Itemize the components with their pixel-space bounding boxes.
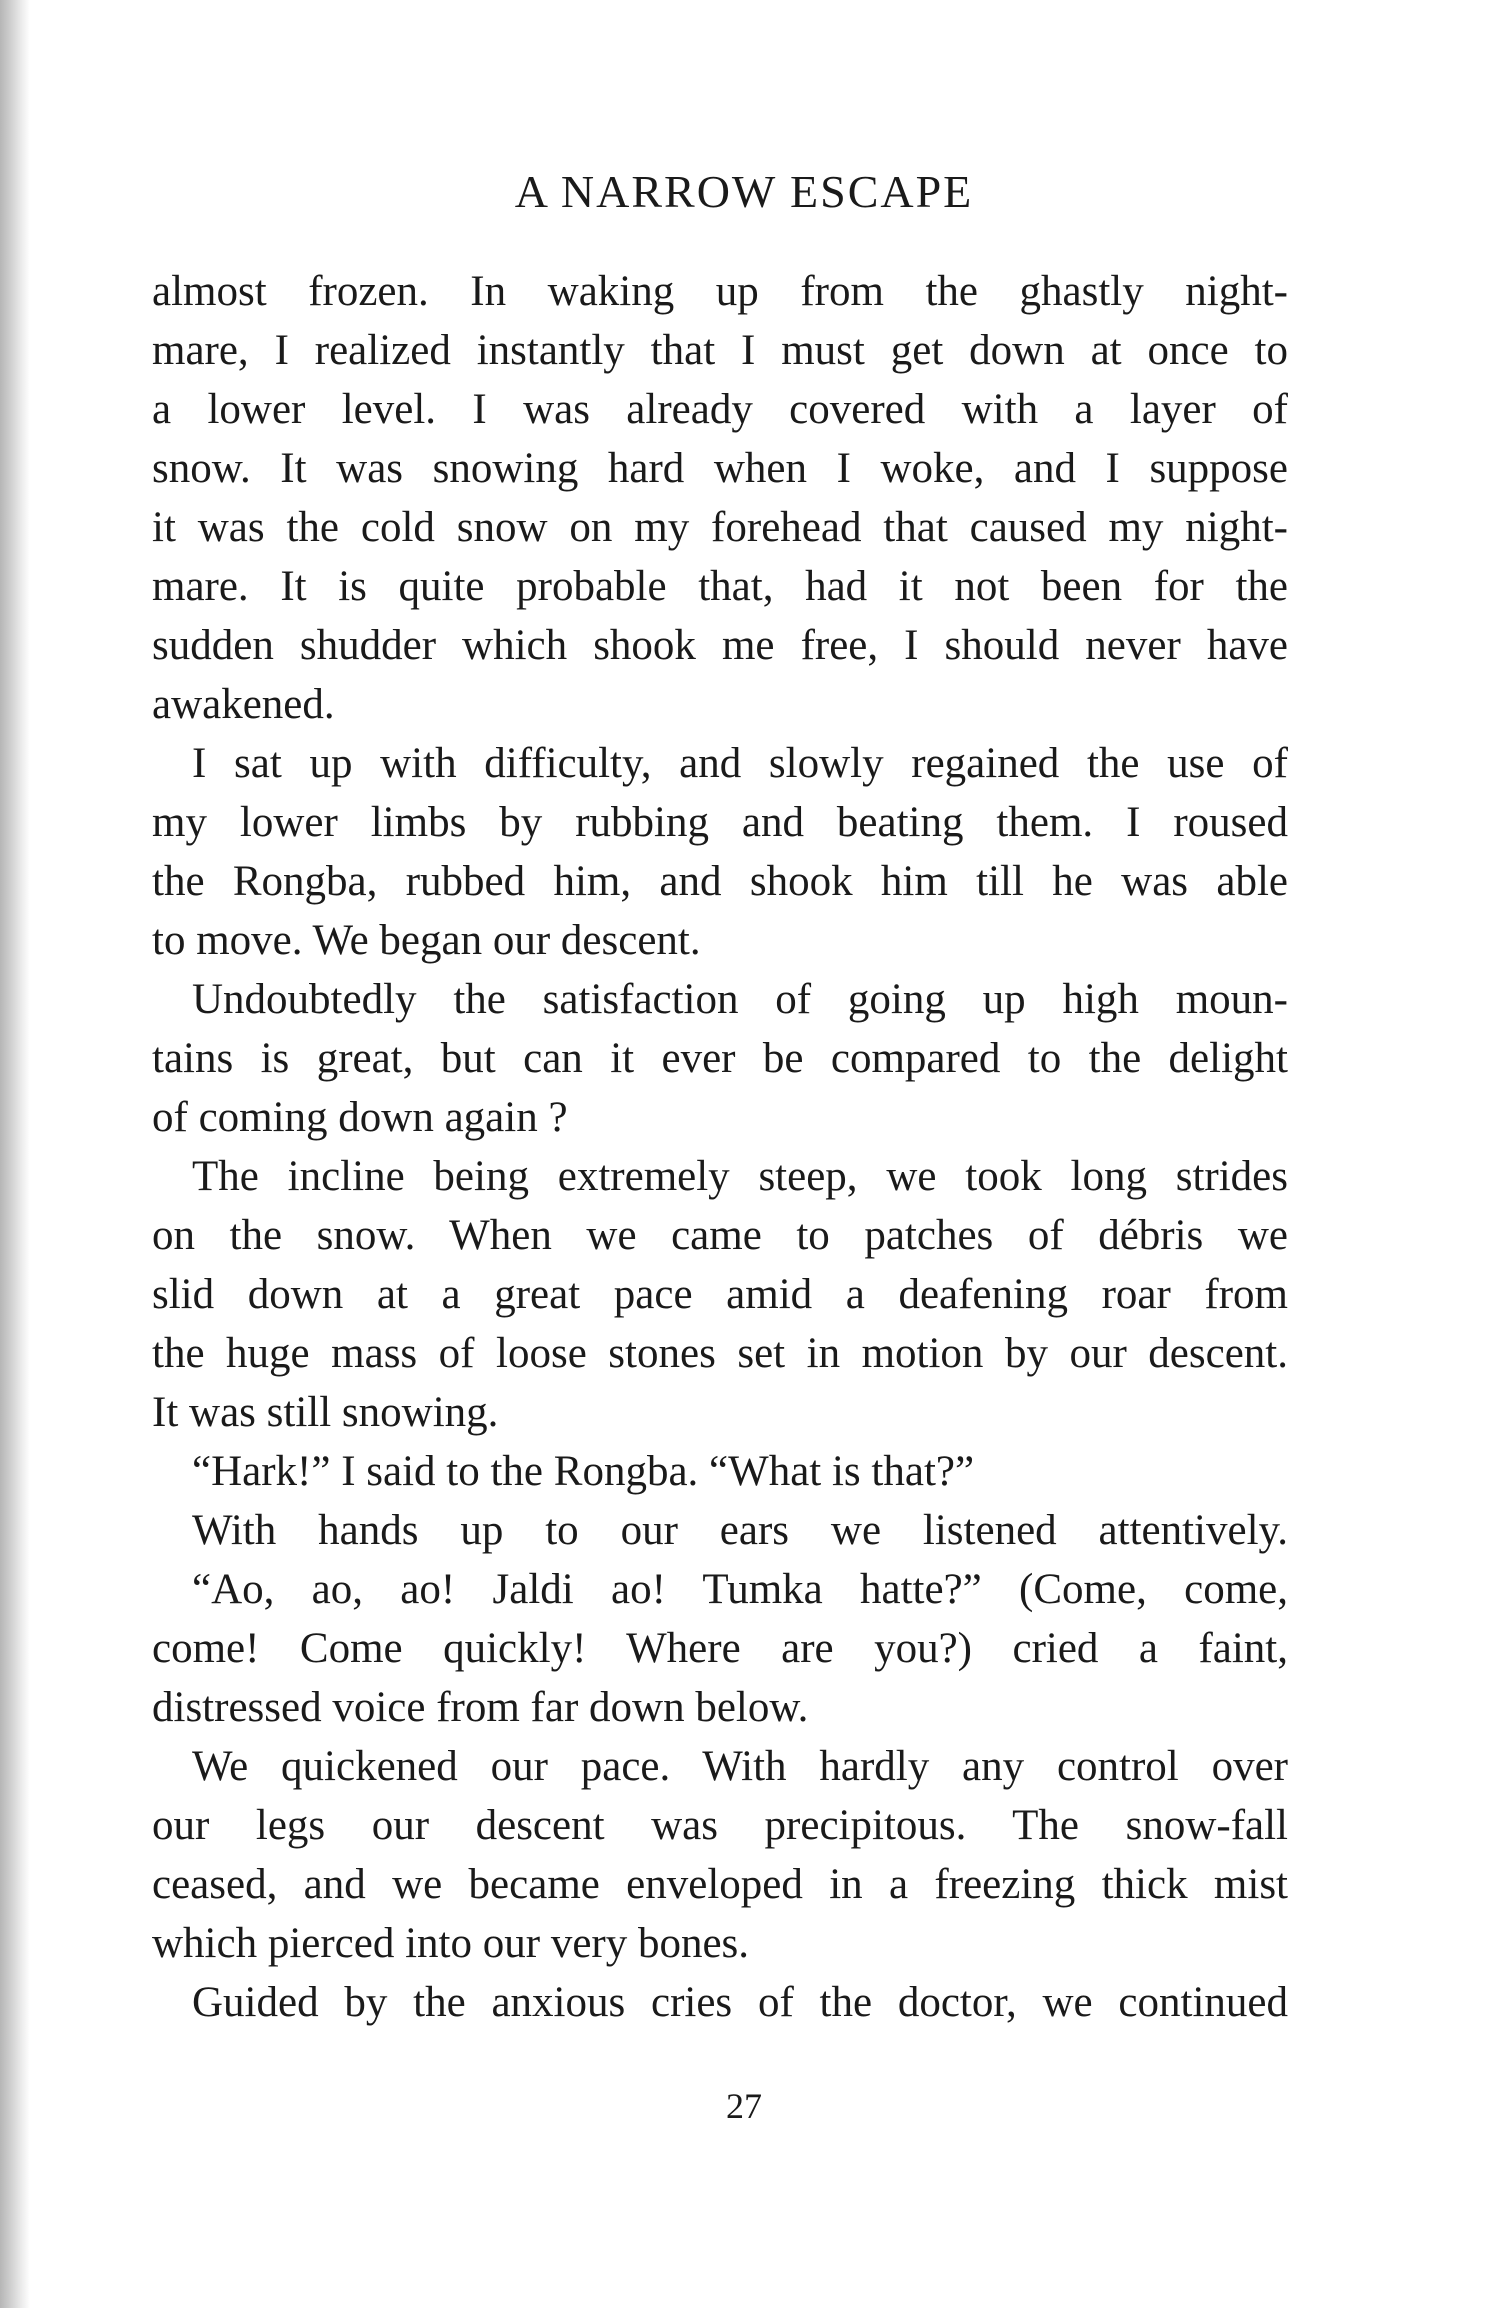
text-line: “Ao, ao, ao! Jaldi ao! Tumka hatte?” (Come, come, bbox=[192, 1566, 1288, 1613]
text-line: tains is great, but can it ever be compared to the delight bbox=[152, 1035, 1288, 1082]
text-line: distressed voice from far down below. bbox=[152, 1684, 809, 1731]
text-line: mare. It is quite probable that, had it not been for the bbox=[152, 563, 1288, 610]
text-line: the huge mass of loose stones set in motion by our descent. bbox=[152, 1330, 1288, 1377]
scan-binding-edge bbox=[0, 0, 30, 2308]
text-line: the Rongba, rubbed him, and shook him till he was able bbox=[152, 858, 1288, 905]
page-number: 27 bbox=[726, 2086, 762, 2126]
text-line: on the snow. When we came to patches of débris we bbox=[152, 1212, 1288, 1259]
text-line: The incline being extremely steep, we took long strides bbox=[192, 1153, 1288, 1200]
text-line: come! Come quickly! Where are you?) cried a faint, bbox=[152, 1625, 1288, 1672]
text-line: I sat up with difficulty, and slowly regained the use of bbox=[192, 740, 1288, 787]
text-line: We quickened our pace. With hardly any control over bbox=[192, 1743, 1288, 1790]
text-line: my lower limbs by rubbing and beating them. I roused bbox=[152, 799, 1288, 846]
text-line: snow. It was snowing hard when I woke, and I suppose bbox=[152, 445, 1288, 492]
text-line: a lower level. I was already covered with a layer of bbox=[152, 386, 1288, 433]
text-line: It was still snowing. bbox=[152, 1389, 499, 1436]
text-line: mare, I realized instantly that I must get down at once to bbox=[152, 327, 1288, 374]
running-title: A NARROW ESCAPE bbox=[514, 166, 974, 217]
text-line: to move. We began our descent. bbox=[152, 917, 701, 964]
body-text bbox=[152, 262, 1288, 2032]
text-line: awakened. bbox=[152, 681, 335, 728]
text-line: Guided by the anxious cries of the doctor, we continued bbox=[192, 1979, 1288, 2026]
text-line: Undoubtedly the satisfaction of going up high moun- bbox=[192, 976, 1288, 1023]
text-line: which pierced into our very bones. bbox=[152, 1920, 750, 1967]
text-line: slid down at a great pace amid a deafening roar from bbox=[152, 1271, 1288, 1318]
text-line: our legs our descent was precipitous. The snow-fall bbox=[152, 1802, 1288, 1849]
text-line: ceased, and we became enveloped in a freezing thick mist bbox=[152, 1861, 1288, 1908]
text-line: almost frozen. In waking up from the ghastly night- bbox=[152, 268, 1288, 315]
text-line: of coming down again ? bbox=[152, 1094, 568, 1141]
text-line: “Hark!” I said to the Rongba. “What is that?” bbox=[192, 1448, 975, 1495]
text-line: it was the cold snow on my forehead that caused my night- bbox=[152, 504, 1288, 551]
text-line: With hands up to our ears we listened attentively. bbox=[192, 1507, 1288, 1554]
text-line: sudden shudder which shook me free, I should never have bbox=[152, 622, 1288, 669]
